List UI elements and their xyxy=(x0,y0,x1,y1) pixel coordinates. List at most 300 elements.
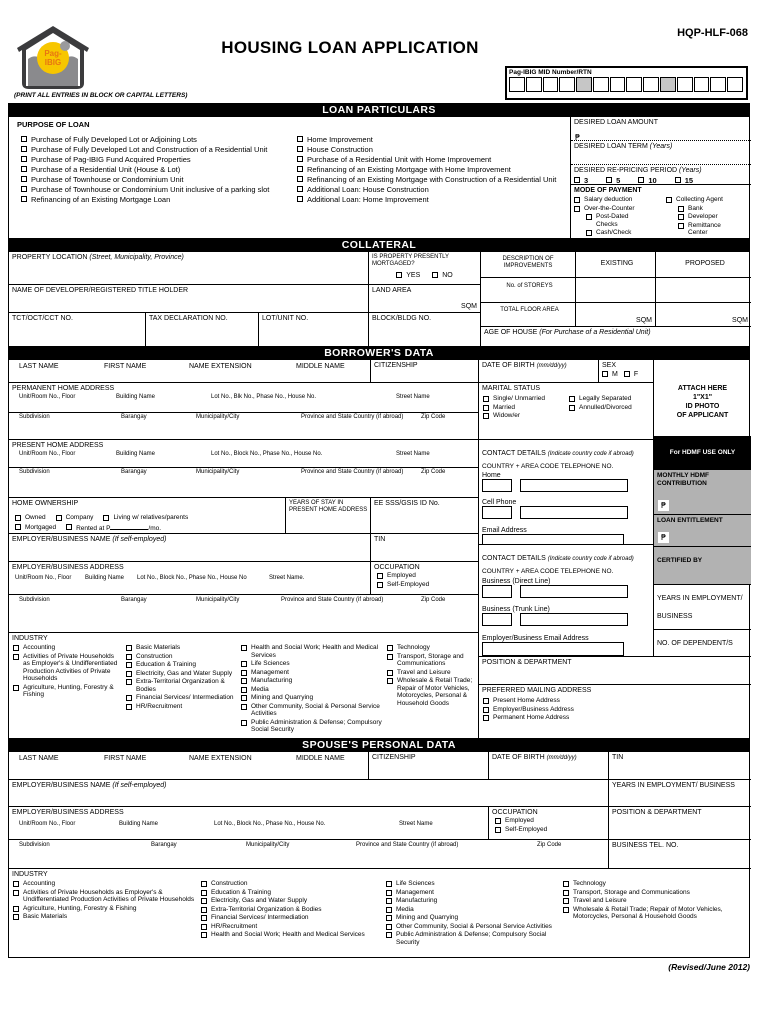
subdivision-label: Subdivision xyxy=(19,414,50,420)
checkbox-icon[interactable] xyxy=(386,915,392,921)
checkbox-option[interactable] xyxy=(201,914,381,922)
checkbox-icon[interactable] xyxy=(21,156,27,162)
spouse-tin-cell[interactable] xyxy=(609,752,751,780)
checkbox-label: Employed xyxy=(387,572,416,579)
checkbox-option[interactable] xyxy=(377,572,478,580)
checkbox-icon[interactable] xyxy=(103,515,109,521)
checkbox-option[interactable] xyxy=(103,514,188,522)
checkbox-label: Management xyxy=(251,668,289,676)
checkbox-icon[interactable] xyxy=(386,881,392,887)
checkbox-icon[interactable] xyxy=(387,645,393,651)
marital-status-cell xyxy=(479,383,654,440)
desired-loan-term-cell[interactable] xyxy=(571,141,751,165)
checkbox-option[interactable] xyxy=(624,370,638,379)
checkbox-option[interactable] xyxy=(386,906,558,914)
mode-of-payment-cell xyxy=(571,185,751,238)
checkbox-option[interactable] xyxy=(241,644,383,659)
zip-code-label: Zip Code xyxy=(537,842,562,848)
checkbox-icon[interactable] xyxy=(386,932,392,938)
checkbox-icon[interactable] xyxy=(201,932,207,938)
checkbox-icon[interactable] xyxy=(126,704,132,710)
unit-room-label: Unit/Room No., Floor xyxy=(15,575,72,581)
municipality-label: Municipality/City xyxy=(246,842,290,848)
checkbox-option[interactable] xyxy=(386,923,558,931)
spouse-employer-name-cell[interactable] xyxy=(9,780,609,807)
checkbox-option[interactable] xyxy=(126,678,238,693)
checkbox-icon[interactable] xyxy=(241,720,247,726)
repricing-label: DESIRED RE-PRICING PERIOD (Years) xyxy=(574,167,702,174)
checkbox-icon[interactable] xyxy=(126,662,132,668)
checkbox-option[interactable] xyxy=(297,165,565,174)
checkbox-option[interactable] xyxy=(201,906,381,914)
biz-direct-input[interactable] xyxy=(520,585,628,598)
checkbox-icon[interactable] xyxy=(387,670,393,676)
checkbox-option[interactable] xyxy=(56,514,94,522)
mid-number-label: Pag-IBIG MID Number/RTN xyxy=(509,69,592,76)
checkbox-icon[interactable] xyxy=(297,146,303,152)
checkbox-option[interactable] xyxy=(386,880,558,888)
checkbox-option[interactable] xyxy=(387,653,477,668)
checkbox-option[interactable] xyxy=(13,913,195,921)
checkbox-option[interactable] xyxy=(386,931,558,946)
checkbox-icon[interactable] xyxy=(602,371,608,377)
block-bldg-cell[interactable] xyxy=(369,313,481,346)
marital-options xyxy=(483,395,651,421)
spouse-employer-address-cell[interactable] xyxy=(9,807,489,840)
checkbox-icon[interactable] xyxy=(624,371,630,377)
checkbox-label: Purchase of a Residential Unit (House & Lot) xyxy=(31,165,181,174)
checkbox-icon[interactable] xyxy=(483,413,489,419)
checkbox-option[interactable] xyxy=(126,703,238,711)
checkbox-icon[interactable] xyxy=(21,186,27,192)
checkbox-option[interactable] xyxy=(483,697,751,705)
lot-unit-cell[interactable] xyxy=(259,313,369,346)
checkbox-option[interactable] xyxy=(569,395,651,403)
checkbox-icon[interactable] xyxy=(13,645,19,651)
checkbox-option[interactable] xyxy=(563,889,748,897)
loan-entitlement-label: LOAN ENTITLEMENT xyxy=(657,517,723,524)
checkbox-option[interactable] xyxy=(13,905,195,913)
checkbox-option[interactable] xyxy=(678,213,748,221)
mid-digit-cell[interactable] xyxy=(610,77,626,92)
desired-loan-term-label: DESIRED LOAN TERM (Years) xyxy=(574,143,673,150)
checkbox-icon[interactable] xyxy=(297,156,303,162)
checkbox-label: Permanent Home Address xyxy=(493,714,570,721)
checkbox-icon[interactable] xyxy=(297,166,303,172)
present-addr-line2[interactable] xyxy=(9,468,479,498)
borrower-citizenship-cell[interactable] xyxy=(371,360,479,383)
checkbox-option[interactable] xyxy=(563,906,748,921)
checkbox-label: Purchase of Fully Developed Lot or Adjoining Lots xyxy=(31,135,197,144)
checkbox-option[interactable] xyxy=(396,271,420,280)
present-address-cell[interactable] xyxy=(9,440,479,498)
checkbox-option[interactable] xyxy=(495,826,608,834)
mid-digit-cell[interactable] xyxy=(526,77,542,92)
checkbox-icon[interactable] xyxy=(574,206,580,212)
perm-addr-line1[interactable] xyxy=(9,393,479,413)
checkbox-option[interactable] xyxy=(126,653,238,661)
checkbox-option[interactable] xyxy=(297,175,565,184)
checkbox-icon[interactable] xyxy=(386,898,392,904)
checkbox-icon[interactable] xyxy=(675,177,681,183)
checkbox-option[interactable] xyxy=(678,222,748,237)
checkbox-icon[interactable] xyxy=(201,898,207,904)
checkbox-icon[interactable] xyxy=(386,890,392,896)
checkbox-option[interactable] xyxy=(201,889,381,897)
checkbox-option[interactable] xyxy=(13,684,119,699)
checkbox-label: Post-Dated Checks xyxy=(596,213,629,228)
checkbox-icon[interactable] xyxy=(201,881,207,887)
id-photo-box xyxy=(654,360,751,437)
checkbox-icon[interactable] xyxy=(386,924,392,930)
perm-addr-line2[interactable] xyxy=(9,413,479,440)
checkbox-option[interactable] xyxy=(387,669,477,677)
employer-name-cell[interactable] xyxy=(9,534,371,562)
checkbox-icon[interactable] xyxy=(21,136,27,142)
cell-area-code-input[interactable] xyxy=(482,506,512,519)
checkbox-icon[interactable] xyxy=(56,515,62,521)
dependents-cell[interactable] xyxy=(654,630,751,657)
checkbox-icon[interactable] xyxy=(201,915,207,921)
checkbox-icon[interactable] xyxy=(241,678,247,684)
checkbox-option[interactable] xyxy=(586,229,662,237)
mid-digit-cell[interactable] xyxy=(677,77,693,92)
spouse-dob-cell[interactable] xyxy=(489,752,609,780)
checkbox-icon[interactable] xyxy=(387,654,393,660)
checkbox-option[interactable] xyxy=(66,523,161,533)
desired-loan-amount-cell[interactable] xyxy=(571,117,751,141)
checkbox-option[interactable] xyxy=(563,880,748,888)
checkbox-icon[interactable] xyxy=(563,907,569,913)
checkbox-option[interactable] xyxy=(15,523,56,533)
spouse-years-employment-cell[interactable] xyxy=(609,780,751,807)
checkbox-option[interactable] xyxy=(602,370,618,379)
checkbox-icon[interactable] xyxy=(483,698,489,704)
checkbox-option[interactable] xyxy=(241,686,383,694)
spouse-name-cell[interactable] xyxy=(9,752,369,780)
spouse-business-tel-cell[interactable] xyxy=(609,840,751,869)
email-input[interactable] xyxy=(482,534,624,545)
home-phone-label: Home xyxy=(482,472,501,479)
checkbox-icon[interactable] xyxy=(13,890,19,896)
checkbox-icon[interactable] xyxy=(201,924,207,930)
developer-name-label: NAME OF DEVELOPER/REGISTERED TITLE HOLDER xyxy=(12,287,189,294)
checkbox-icon[interactable] xyxy=(13,685,19,691)
checkbox-option[interactable] xyxy=(386,897,558,905)
checkbox-option[interactable] xyxy=(241,677,383,685)
mid-digit-cell[interactable] xyxy=(593,77,609,92)
checkbox-option[interactable] xyxy=(483,404,565,412)
checkbox-icon[interactable] xyxy=(241,645,247,651)
checkbox-option[interactable] xyxy=(297,185,565,194)
checkbox-option[interactable] xyxy=(21,145,289,154)
checkbox-icon[interactable] xyxy=(569,396,575,402)
biz-email-label: Employer/Business Email Address xyxy=(482,635,589,642)
checkbox-icon[interactable] xyxy=(126,654,132,660)
employer-name-label: EMPLOYER/BUSINESS NAME (If self-employed) xyxy=(12,536,167,543)
checkbox-label: Cash/Check xyxy=(596,229,632,236)
checkbox-icon[interactable] xyxy=(126,645,132,651)
employer-addr-line2[interactable] xyxy=(9,595,479,633)
years-employment-cell[interactable] xyxy=(654,585,751,630)
checkbox-icon[interactable] xyxy=(678,214,684,220)
checkbox-option[interactable] xyxy=(241,703,383,718)
checkbox-option[interactable] xyxy=(21,155,289,164)
checkbox-label: Legally Separated xyxy=(579,395,632,402)
checkbox-icon[interactable] xyxy=(638,177,644,183)
name-extension-label: NAME EXTENSION xyxy=(189,363,252,370)
checkbox-option[interactable] xyxy=(201,923,381,931)
biz-trunk-input[interactable] xyxy=(520,613,628,626)
checkbox-icon[interactable] xyxy=(66,524,72,530)
province-label: Province and State Country (if abroad) xyxy=(356,842,459,848)
checkbox-option[interactable] xyxy=(387,644,477,652)
business-contact-cell xyxy=(479,545,654,657)
spouse-citizenship-cell[interactable] xyxy=(369,752,489,780)
checkbox-icon[interactable] xyxy=(483,405,489,411)
checkbox-icon[interactable] xyxy=(15,524,21,530)
checkbox-option[interactable] xyxy=(495,817,608,825)
biz-trunk-area-input[interactable] xyxy=(482,613,512,626)
storeys-proposed-cell[interactable] xyxy=(656,278,751,303)
checkbox-icon[interactable] xyxy=(574,177,580,183)
land-area-cell[interactable] xyxy=(369,285,481,313)
checkbox-option[interactable] xyxy=(483,714,751,722)
checkbox-icon[interactable] xyxy=(241,687,247,693)
checkbox-icon[interactable] xyxy=(13,654,19,660)
zip-code-label: Zip Code xyxy=(421,469,446,475)
mid-digit-cell[interactable] xyxy=(643,77,659,92)
checkbox-option[interactable] xyxy=(386,889,558,897)
first-name-label: FIRST NAME xyxy=(104,755,147,762)
home-phone-input[interactable] xyxy=(520,479,628,492)
checkbox-icon[interactable] xyxy=(563,881,569,887)
biz-direct-area-input[interactable] xyxy=(482,585,512,598)
checkbox-option[interactable] xyxy=(201,897,381,905)
checkbox-label: Salary deduction xyxy=(584,196,633,203)
checkbox-icon[interactable] xyxy=(586,214,592,220)
hdmf-use-only-banner xyxy=(654,437,751,470)
checkbox-option[interactable] xyxy=(377,581,478,589)
checkbox-label: Mining and Quarrying xyxy=(251,694,314,701)
checkbox-icon[interactable] xyxy=(13,914,19,920)
checkbox-option[interactable] xyxy=(201,931,381,939)
checkbox-icon[interactable] xyxy=(432,272,438,278)
checkbox-option[interactable] xyxy=(574,205,662,213)
age-of-house-label: AGE OF HOUSE (For Purchase of a Residential Unit) xyxy=(484,329,651,336)
mid-digit-cell[interactable] xyxy=(559,77,575,92)
first-name-label: FIRST NAME xyxy=(104,363,147,370)
checkbox-icon[interactable] xyxy=(21,166,27,172)
borrower-name-cell[interactable] xyxy=(9,360,371,383)
tct-cell[interactable] xyxy=(9,313,146,346)
checkbox-icon[interactable] xyxy=(569,405,575,411)
building-name-label: Building Name xyxy=(116,451,156,457)
checkbox-icon[interactable] xyxy=(377,573,383,579)
checkbox-icon[interactable] xyxy=(606,177,612,183)
checkbox-option[interactable] xyxy=(21,185,289,194)
position-department-label: POSITION & DEPARTMENT xyxy=(482,659,572,666)
spouse-position-cell[interactable] xyxy=(609,807,751,840)
checkbox-option[interactable] xyxy=(13,653,119,683)
storeys-label: No. of STOREYS xyxy=(506,283,553,289)
checkbox-option[interactable] xyxy=(241,660,383,668)
checkbox-icon[interactable] xyxy=(586,230,592,236)
checkbox-option[interactable] xyxy=(126,644,238,652)
checkbox-icon[interactable] xyxy=(483,715,489,721)
mid-digit-cell[interactable] xyxy=(694,77,710,92)
pagibig-logo-icon xyxy=(14,25,92,91)
existing-header-label: EXISTING xyxy=(600,260,634,267)
floor-area-existing-cell[interactable] xyxy=(576,303,656,327)
checkbox-icon[interactable] xyxy=(201,907,207,913)
floor-area-label-cell xyxy=(481,303,576,327)
checkbox-icon[interactable] xyxy=(241,670,247,676)
improvements-header-label: DESCRIPTION OF IMPROVEMENTS xyxy=(502,256,554,269)
checkbox-icon[interactable] xyxy=(574,197,580,203)
checkbox-icon[interactable] xyxy=(21,146,27,152)
checkbox-option[interactable] xyxy=(13,644,119,652)
checkbox-option[interactable] xyxy=(666,196,748,204)
checkbox-icon[interactable] xyxy=(297,186,303,192)
checkbox-option[interactable] xyxy=(483,395,565,403)
checkbox-label: Construction xyxy=(211,880,248,887)
mid-digit-cell[interactable] xyxy=(710,77,726,92)
checkbox-option[interactable] xyxy=(126,670,238,678)
checkbox-option[interactable] xyxy=(432,271,453,280)
floor-area-proposed-cell[interactable] xyxy=(656,303,751,327)
checkbox-icon[interactable] xyxy=(678,223,684,229)
checkbox-label: Basic Materials xyxy=(136,644,181,651)
position-department-cell[interactable] xyxy=(479,657,751,685)
checkbox-option[interactable] xyxy=(297,135,565,144)
checkbox-icon[interactable] xyxy=(386,907,392,913)
property-location-cell[interactable] xyxy=(9,252,369,285)
tin-cell[interactable] xyxy=(371,534,479,562)
checkbox-option[interactable] xyxy=(574,196,662,204)
checkbox-option[interactable] xyxy=(15,514,46,522)
checkbox-option[interactable] xyxy=(126,661,238,669)
checkbox-icon[interactable] xyxy=(563,890,569,896)
tax-declaration-cell[interactable] xyxy=(146,313,259,346)
checkbox-option[interactable] xyxy=(241,669,383,677)
checkbox-option[interactable] xyxy=(678,205,748,213)
rent-amount-blank[interactable] xyxy=(110,523,148,530)
checkbox-icon[interactable] xyxy=(563,898,569,904)
checkbox-option[interactable] xyxy=(21,165,289,174)
developer-name-cell[interactable] xyxy=(9,285,369,313)
checkbox-option[interactable] xyxy=(21,195,289,204)
employer-address-cell[interactable] xyxy=(9,562,371,595)
checkbox-icon[interactable] xyxy=(666,197,672,203)
checkbox-icon[interactable] xyxy=(241,704,247,710)
checkbox-icon[interactable] xyxy=(126,679,132,685)
checkbox-label: M xyxy=(612,371,618,378)
checkbox-icon[interactable] xyxy=(297,196,303,202)
checkbox-option[interactable] xyxy=(21,135,289,144)
checkbox-icon[interactable] xyxy=(13,906,19,912)
mid-digit-cell[interactable] xyxy=(727,77,743,92)
industry-label: INDUSTRY xyxy=(12,871,48,878)
checkbox-icon[interactable] xyxy=(297,136,303,142)
checkbox-option[interactable] xyxy=(483,412,565,420)
checkbox-icon[interactable] xyxy=(13,881,19,887)
present-addr-line1[interactable] xyxy=(9,450,479,468)
checkbox-option[interactable] xyxy=(675,176,693,185)
zip-code-label: Zip Code xyxy=(421,414,446,420)
checkbox-icon[interactable] xyxy=(678,206,684,212)
checkbox-icon[interactable] xyxy=(483,707,489,713)
checkbox-icon[interactable] xyxy=(21,196,27,202)
cell-phone-input[interactable] xyxy=(520,506,628,519)
years-of-stay-label: YEARS OF STAY IN PRESENT HOME ADDRESS xyxy=(289,500,368,513)
mid-digit-cell[interactable] xyxy=(509,77,525,92)
checkbox-icon[interactable] xyxy=(201,890,207,896)
checkbox-icon[interactable] xyxy=(483,396,489,402)
checkbox-icon[interactable] xyxy=(126,671,132,677)
checkbox-label: Public Administration & Defense; Compulsory Social Security xyxy=(251,718,382,733)
checkbox-icon[interactable] xyxy=(495,827,501,833)
checkbox-option[interactable] xyxy=(569,404,651,412)
checkbox-option[interactable] xyxy=(13,889,195,904)
checkbox-option[interactable] xyxy=(387,677,477,707)
checkbox-option[interactable] xyxy=(586,213,662,228)
loan-particulars-section xyxy=(8,117,750,238)
checkbox-option[interactable] xyxy=(13,880,195,888)
borrower-dob-cell[interactable] xyxy=(479,360,599,383)
checkbox-option[interactable] xyxy=(297,155,565,164)
checkbox-icon[interactable] xyxy=(126,695,132,701)
sss-gsis-cell[interactable] xyxy=(371,498,479,534)
checkbox-option[interactable] xyxy=(574,176,588,185)
checkbox-option[interactable] xyxy=(241,719,383,734)
checkbox-icon[interactable] xyxy=(297,176,303,182)
checkbox-option[interactable] xyxy=(201,880,381,888)
checkbox-option[interactable] xyxy=(563,897,748,905)
checkbox-icon[interactable] xyxy=(495,818,501,824)
storeys-existing-cell[interactable] xyxy=(576,278,656,303)
years-of-stay-cell[interactable] xyxy=(286,498,371,534)
checkbox-label: Annulled/Divorced xyxy=(579,403,632,411)
checkbox-option[interactable] xyxy=(638,176,656,185)
barangay-label: Barangay xyxy=(121,469,147,475)
home-area-code-input[interactable] xyxy=(482,479,512,492)
spouse-addr-line2[interactable] xyxy=(9,840,609,869)
age-of-house-cell[interactable] xyxy=(481,327,751,346)
checkbox-option[interactable] xyxy=(606,176,620,185)
checkbox-option[interactable] xyxy=(297,145,565,154)
checkbox-icon[interactable] xyxy=(241,661,247,667)
checkbox-option[interactable] xyxy=(297,195,565,204)
checkbox-option[interactable] xyxy=(483,706,751,714)
checkbox-option[interactable] xyxy=(21,175,289,184)
checkbox-icon[interactable] xyxy=(241,695,247,701)
biz-email-input[interactable] xyxy=(482,642,624,656)
checkbox-icon[interactable] xyxy=(21,176,27,182)
mid-digit-cell[interactable] xyxy=(543,77,559,92)
mid-digit-cell[interactable] xyxy=(626,77,642,92)
checkbox-option[interactable] xyxy=(241,694,383,702)
checkbox-option[interactable] xyxy=(386,914,558,922)
checkbox-icon[interactable] xyxy=(396,272,402,278)
checkbox-label: Refinancing of an Existing Mortgage Loan xyxy=(31,195,171,204)
photo-line: ID PHOTO xyxy=(685,403,720,410)
checkbox-icon[interactable] xyxy=(387,678,393,684)
permanent-address-cell[interactable] xyxy=(9,383,479,440)
checkbox-option[interactable] xyxy=(126,694,238,702)
checkbox-icon[interactable] xyxy=(15,515,21,521)
checkbox-icon[interactable] xyxy=(377,582,383,588)
